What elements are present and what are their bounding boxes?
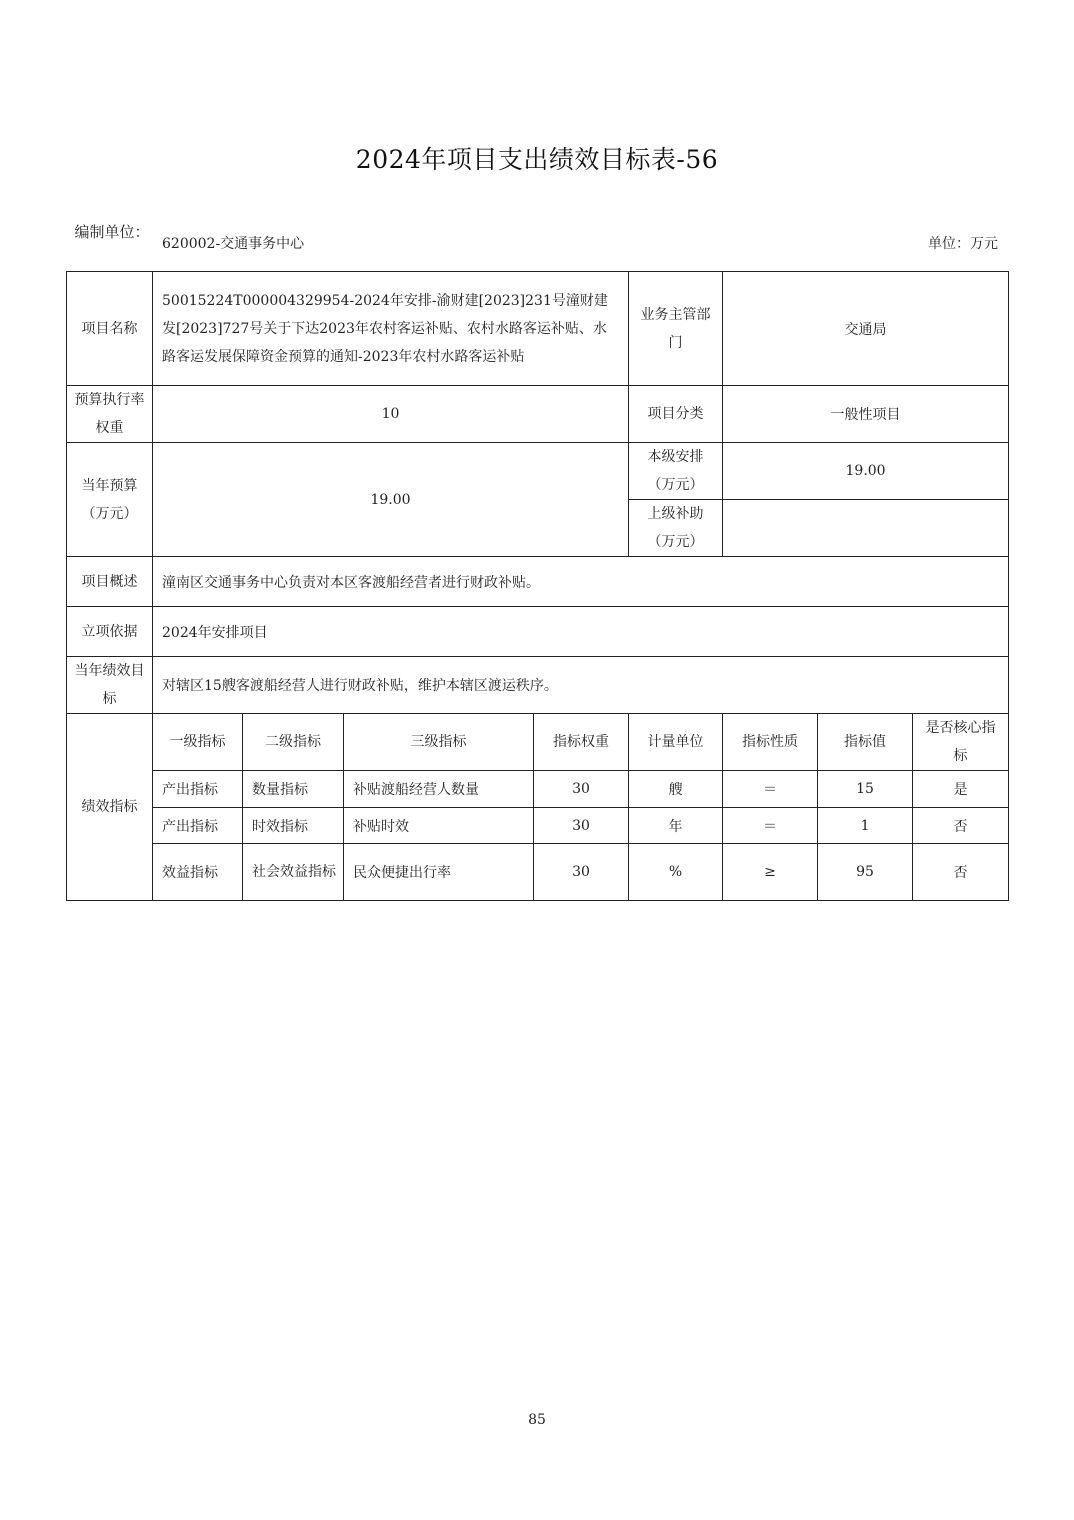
basis-label: 立项依据	[67, 607, 153, 657]
cell-nature: ＝	[723, 771, 818, 808]
cell-core: 是	[913, 771, 1009, 808]
overview-value: 潼南区交通事务中心负责对本区客渡船经营者进行财政补贴。	[153, 557, 1009, 607]
dept-label	[629, 272, 723, 386]
budget-label-text: 当年预算（万元）	[81, 477, 138, 522]
cell-level3: 补贴时效	[344, 808, 534, 844]
cell-level1: 产出指标	[153, 808, 243, 844]
cell-level1: 产出指标	[153, 771, 243, 808]
cell-level1: 效益指标	[153, 844, 243, 901]
budget-value: 19.00	[153, 443, 629, 557]
performance-table	[66, 271, 1009, 901]
header-nature: 指标性质	[723, 714, 818, 771]
cell-level2-text: 社会效益指标	[252, 864, 336, 880]
page-number: 85	[528, 1412, 546, 1428]
cell-value: 1	[818, 808, 913, 844]
cell-unit: %	[629, 844, 723, 901]
exec-weight-value: 10	[153, 386, 629, 443]
exec-weight-label	[67, 386, 153, 443]
cell-value: 95	[818, 844, 913, 901]
indicators-label: 绩效指标	[67, 714, 153, 901]
goal-value: 对辖区15艘客渡船经营人进行财政补贴，维护本辖区渡运秩序。	[153, 657, 1009, 714]
cell-unit: 年	[629, 808, 723, 844]
cell-core: 否	[913, 844, 1009, 901]
unit-label: 单位：万元	[928, 236, 998, 252]
page-title: 2024年项目支出绩效目标表-56	[355, 145, 719, 174]
superior-label	[629, 500, 723, 557]
local-label	[629, 443, 723, 500]
dept-label-text: 业务主管部门	[640, 306, 711, 351]
cell-weight: 30	[534, 771, 629, 808]
org-name: 620002-交通事务中心	[162, 236, 305, 252]
cell-level2: 数量指标	[243, 771, 344, 808]
superior-label-text: 上级补助（万元）	[647, 506, 704, 550]
org-label: 编制单位：	[74, 223, 150, 241]
header-core	[913, 714, 1009, 771]
category-value: 一般性项目	[723, 386, 1009, 443]
category-label: 项目分类	[629, 386, 723, 443]
dept-value: 交通局	[723, 272, 1009, 386]
header-level1: 一级指标	[153, 714, 243, 771]
table-row	[67, 844, 1009, 901]
cell-weight: 30	[534, 844, 629, 901]
cell-weight: 30	[534, 808, 629, 844]
header-unit: 计量单位	[629, 714, 723, 771]
header-value: 指标值	[818, 714, 913, 771]
local-label-text: 本级安排（万元）	[647, 449, 704, 493]
table-row	[67, 808, 1009, 844]
local-value: 19.00	[723, 443, 1009, 500]
cell-level2: 时效指标	[243, 808, 344, 844]
project-name-value: 50015224T000004329954-2024年安排-渝财建[2023]231号潼财建发[2023]727号关于下达2023年农村客运补贴、农村水路客运补贴、水路客运发展保障资金预算的通知-2023年农村水路客运补贴	[153, 272, 629, 386]
overview-label: 项目概述	[67, 557, 153, 607]
cell-level2	[243, 844, 344, 901]
superior-value	[723, 500, 1009, 557]
cell-nature: ＝	[723, 808, 818, 844]
exec-weight-label-text: 预算执行率权重	[74, 392, 145, 436]
table-row	[67, 771, 1009, 808]
header-weight: 指标权重	[534, 714, 629, 771]
cell-nature: ≥	[723, 844, 818, 901]
header-level2: 二级指标	[243, 714, 344, 771]
goal-label-text: 当年绩效目标	[74, 663, 145, 707]
header-level3: 三级指标	[344, 714, 534, 771]
budget-label	[67, 443, 153, 557]
cell-value: 15	[818, 771, 913, 808]
header-core-text: 是否核心指标	[925, 720, 996, 764]
goal-label	[67, 657, 153, 714]
cell-core: 否	[913, 808, 1009, 844]
cell-level3: 民众便捷出行率	[344, 844, 534, 901]
project-name-label: 项目名称	[67, 272, 153, 386]
cell-unit: 艘	[629, 771, 723, 808]
basis-value: 2024年安排项目	[153, 607, 1009, 657]
cell-level3: 补贴渡船经营人数量	[344, 771, 534, 808]
